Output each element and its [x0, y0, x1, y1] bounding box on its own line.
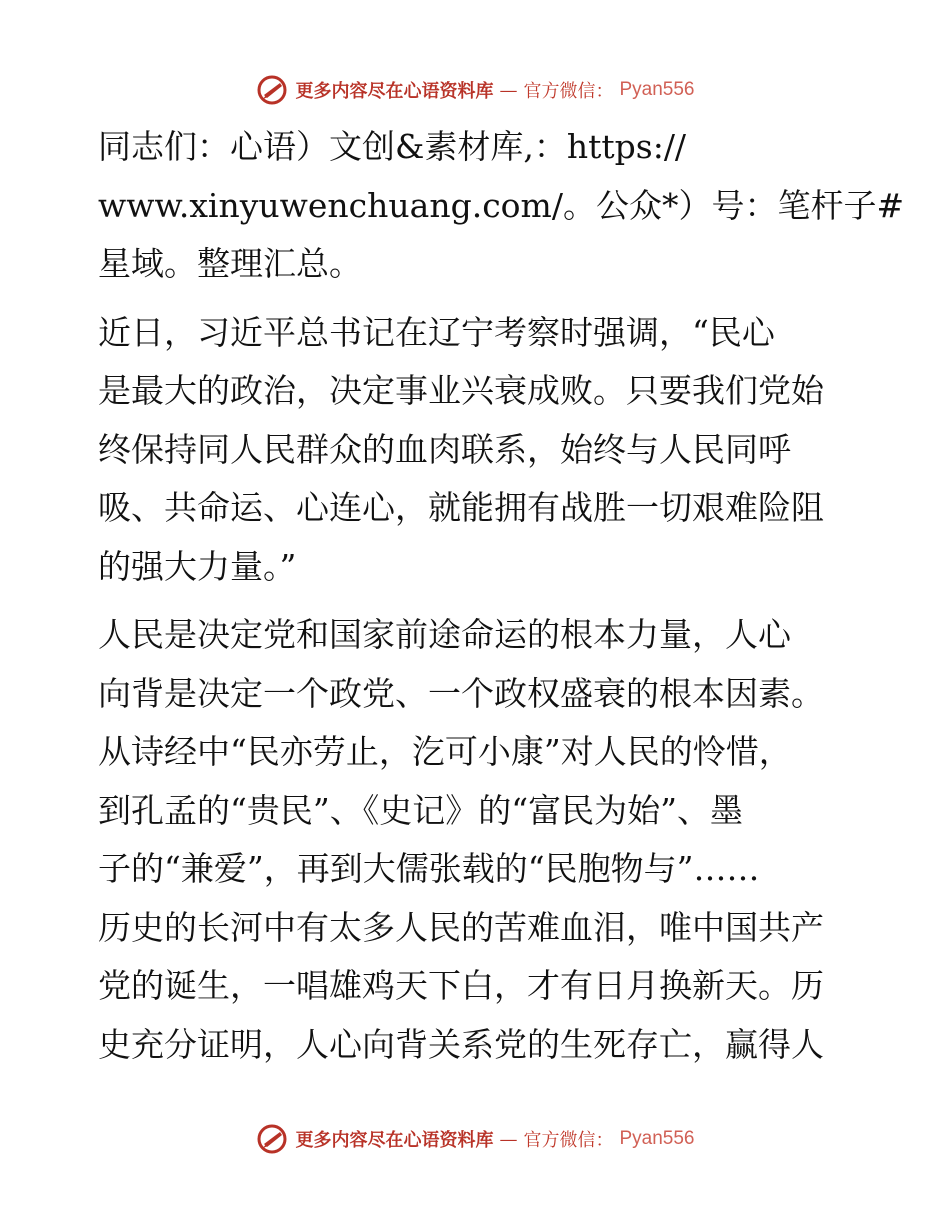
- paragraph-intro: [98, 118, 905, 294]
- watermark-wechat-label: 官方微信：: [523, 81, 614, 102]
- text-line: 近日，习近平总书记在辽宁考察时强调，“民心: [98, 312, 775, 352]
- text-line: 党的诞生，一唱雄鸡天下白，才有日月换新天。历: [98, 966, 824, 1005]
- text-line: www.xinyuwenchuang.com/。公众*）号：笔杆子#: [98, 185, 905, 225]
- text-line: 向背是决定一个政党、一个政权盛衰的根本因素。: [98, 673, 824, 713]
- text-line: 是最大的政治，决定事业兴衰成败。只要我们党始: [98, 371, 824, 410]
- watermark-separator: —: [499, 79, 518, 101]
- watermark-brand: 更多内容尽在心语资料库: [295, 1130, 494, 1151]
- watermark-separator: —: [499, 1128, 518, 1150]
- document-body: [98, 118, 905, 1084]
- text-line: 星域。整理汇总。: [98, 244, 362, 283]
- text-line: 人民是决定党和国家前途命运的根本力量，人心: [98, 615, 791, 654]
- footer-watermark: [0, 1119, 950, 1159]
- paragraph-quote: [98, 304, 858, 597]
- text-line: 的强大力量。”: [98, 546, 297, 586]
- text-line: 终保持同人民群众的血肉联系，始终与人民同呼: [98, 429, 791, 469]
- paragraph-history: [98, 606, 858, 1074]
- watermark-wechat-id: Pyan556: [619, 79, 695, 100]
- brand-logo-icon: [255, 73, 289, 107]
- text-line: 从诗经中“民亦劳止，汔可小康”对人民的怜惜，: [98, 732, 792, 771]
- text-line: 史充分证明，人心向背关系党的生死存亡，赢得人: [98, 1024, 824, 1064]
- brand-logo-icon: [255, 1122, 289, 1156]
- text-line: 吸、共命运、心连心，就能拥有战胜一切艰难险阻: [98, 488, 824, 527]
- watermark-wechat-label: 官方微信：: [523, 1130, 614, 1151]
- text-line: 子的“兼爱”，再到大儒张载的“民胞物与”……: [98, 849, 760, 888]
- text-line: 同志们：心语）文创&素材库,：https://: [98, 127, 687, 166]
- header-watermark: [0, 70, 950, 110]
- watermark-wechat-id: Pyan556: [619, 1128, 695, 1149]
- text-line: 到孔孟的“贵民”、《史记》的“富民为始”、墨: [98, 790, 743, 830]
- text-line: 历史的长河中有太多人民的苦难血泪，唯中国共产: [98, 907, 824, 947]
- watermark-brand: 更多内容尽在心语资料库: [295, 81, 494, 102]
